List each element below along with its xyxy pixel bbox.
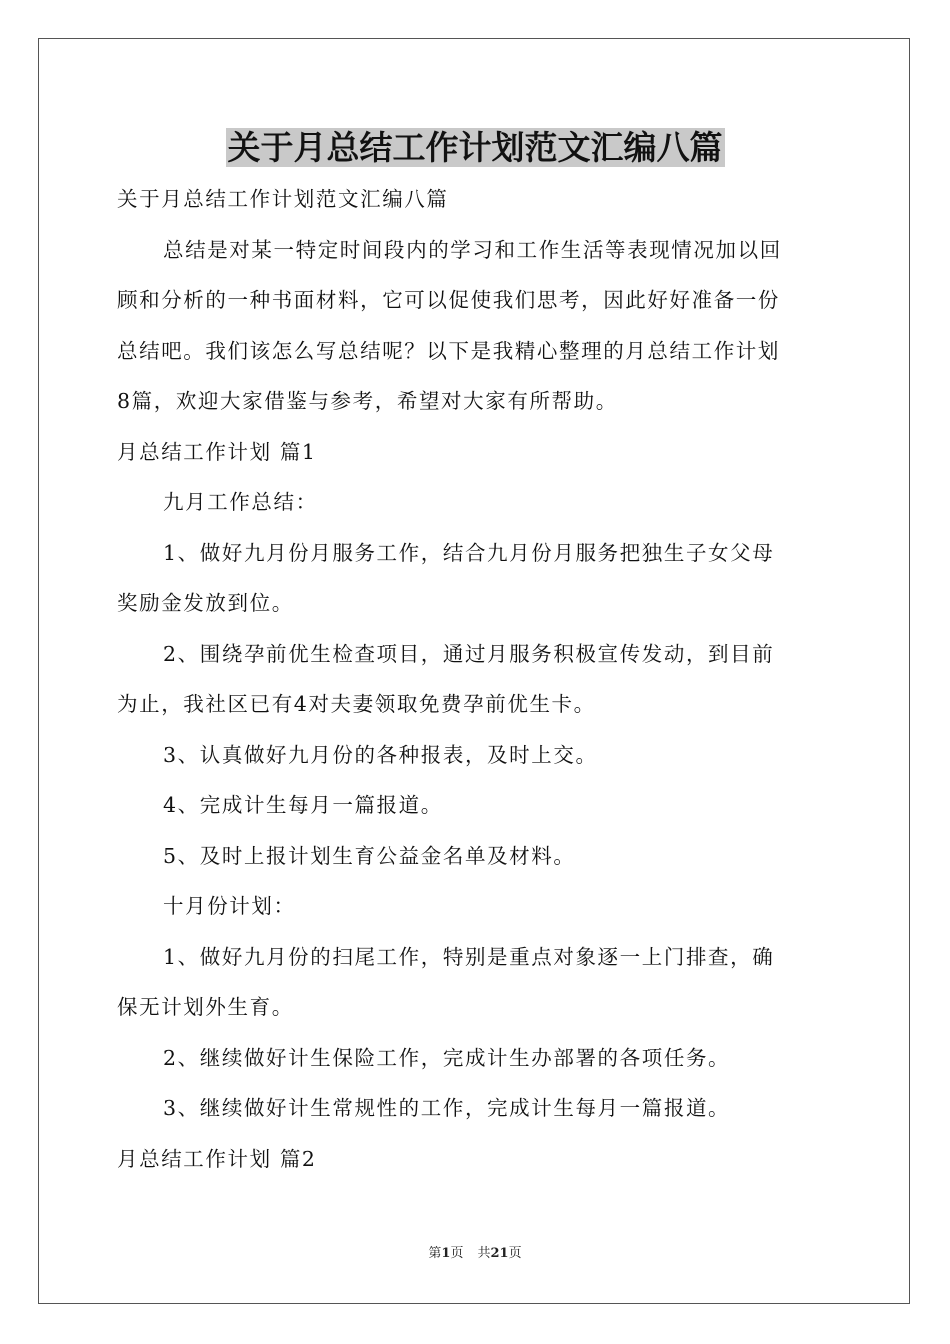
september-item-4: 4、完成计生每月一篇报道。 <box>163 793 443 817</box>
footer-total-prefix: 共 <box>477 1246 491 1261</box>
footer-page-number: 1 <box>441 1246 451 1261</box>
section-1-heading: 月总结工作计划 篇1 <box>117 439 317 464</box>
september-heading: 九月工作总结： <box>163 490 318 514</box>
document-title-text: 关于月总结工作计划范文汇编八篇 <box>227 128 723 167</box>
footer-page-suffix: 页 <box>450 1246 464 1261</box>
september-item-1-line-1: 1、做好九月份月服务工作，结合九月份月服务把独生子女父母 <box>163 540 775 565</box>
september-item-1-line-2: 奖励金发放到位。 <box>117 591 294 615</box>
october-plan-1-line-1: 1、做好九月份的扫尾工作，特别是重点对象逐一上门排查，确 <box>163 944 775 969</box>
footer-page-prefix: 第 <box>428 1246 442 1261</box>
footer-total-pages: 21 <box>490 1246 509 1261</box>
document-subtitle: 关于月总结工作计划范文汇编八篇 <box>117 187 449 211</box>
september-item-2-line-1: 2、围绕孕前优生检查项目，通过月服务积极宣传发动，到目前 <box>163 641 775 666</box>
october-plan-2: 2、继续做好计生保险工作，完成计生办部署的各项任务。 <box>163 1045 731 1070</box>
document-body <box>117 174 835 1184</box>
october-plan-3: 3、继续做好计生常规性的工作，完成计生每月一篇报道。 <box>163 1096 731 1120</box>
document-title <box>0 124 950 172</box>
september-item-2-line-2: 为止，我社区已有4对夫妻领取免费孕前优生卡。 <box>117 692 596 716</box>
intro-line-4: 8篇，欢迎大家借鉴与参考，希望对大家有所帮助。 <box>117 389 618 413</box>
page-footer <box>0 1244 950 1264</box>
october-heading: 十月份计划： <box>163 894 296 918</box>
september-item-5: 5、及时上报计划生育公益金名单及材料。 <box>163 843 576 868</box>
intro-line-3: 总结吧。我们该怎么写总结呢？以下是我精心整理的月总结工作计划 <box>117 338 780 363</box>
september-item-3: 3、认真做好九月份的各种报表，及时上交。 <box>163 742 598 767</box>
intro-line-1: 总结是对某一特定时间段内的学习和工作生活等表现情况加以回 <box>163 237 782 262</box>
intro-line-2: 顾和分析的一种书面材料，它可以促使我们思考，因此好好准备一份 <box>117 288 780 312</box>
footer-total-suffix: 页 <box>508 1246 522 1261</box>
section-2-heading: 月总结工作计划 篇2 <box>117 1146 317 1171</box>
october-plan-1-line-2: 保无计划外生育。 <box>117 995 294 1019</box>
